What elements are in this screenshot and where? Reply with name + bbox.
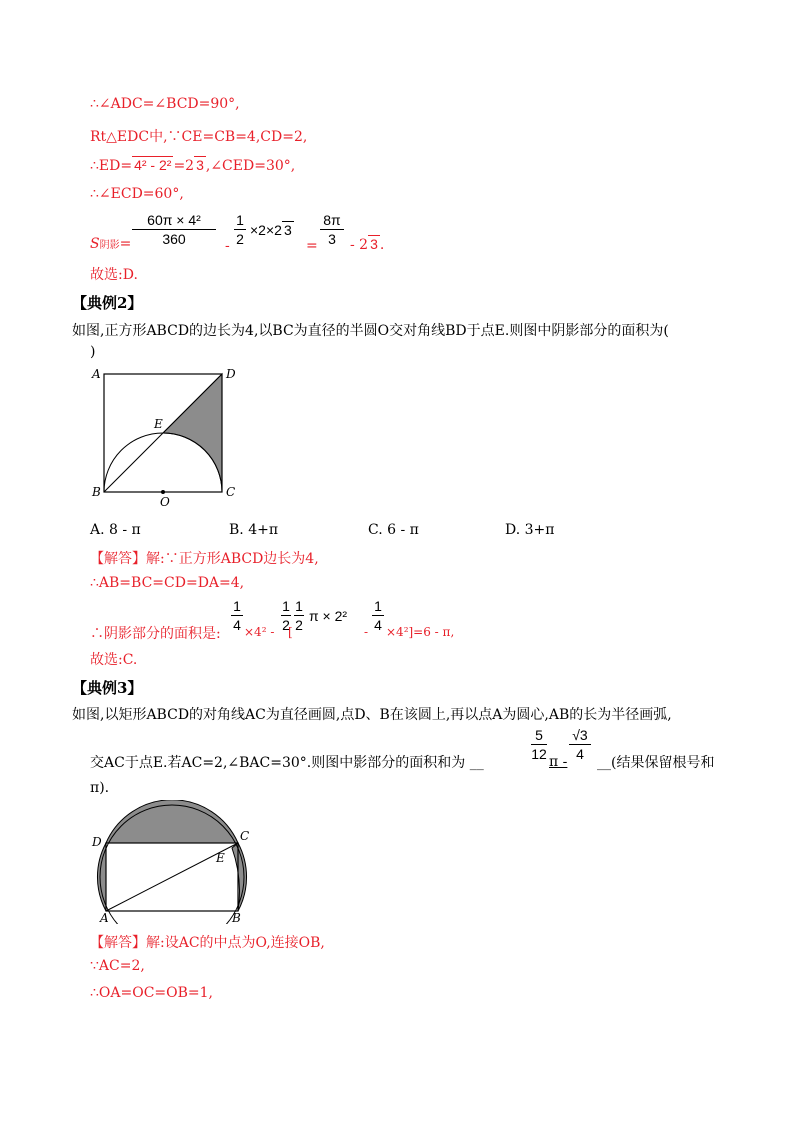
example3-solution-line2: ∵AC=2, (90, 958, 145, 974)
example3-figure (90, 800, 260, 924)
shaded-left-sliver (97, 843, 106, 911)
example2-solution-line2: ∴AB=BC=CD=DA=4, (90, 575, 245, 591)
example3-question-line1: 如图,以矩形ABCD的对角线AC为直径画圆,点D、B在该圆上,再以点A为圆心,AB的长为半径画弧, (72, 707, 672, 723)
e2-frac4 (372, 598, 384, 633)
example2-heading: 【典例2】 (72, 294, 143, 312)
text-eq: =2 (173, 158, 195, 174)
frac1-num: 60π × 4² (147, 212, 201, 228)
center-o (161, 490, 165, 494)
fraction-half (234, 212, 246, 247)
minus-1: - (225, 238, 230, 254)
label-b: B (232, 911, 241, 924)
label-a: A (92, 367, 101, 381)
option-d-label: D. (505, 522, 521, 538)
option-b[interactable] (229, 522, 278, 538)
e2-f1-den: 4 (233, 617, 241, 633)
area-sub: 阴影 (99, 240, 120, 251)
e2-f4-den: 4 (374, 617, 382, 633)
e2-f2-num: 1 (282, 598, 290, 614)
label-e: E (154, 417, 163, 431)
minus-2 (350, 236, 384, 253)
e3-ans-frac2 (569, 727, 591, 762)
e2-f1-num: 1 (233, 598, 241, 614)
e2-part3: - (364, 625, 369, 639)
example2-solution-line3: ∴阴影部分的面积是: (90, 626, 221, 642)
label-e: E (216, 851, 225, 865)
e3-af1-num: 5 (535, 727, 543, 743)
e3-ans-pi: π - (549, 754, 568, 770)
example3-question-line2: 交AC于点E.若AC=2,∠BAC=30°.则图中影部分的面积和为 __ (90, 755, 484, 771)
area-label (90, 236, 131, 252)
minus2-text: - 2 (350, 237, 369, 253)
fraction-sector (132, 212, 216, 247)
example2-solution-line1: 【解答】解:∵正方形ABCD边长为4, (90, 551, 319, 567)
e2-f2-den: 2 (282, 617, 290, 633)
label-c: C (226, 485, 236, 499)
e2-f3-den: 2 (295, 617, 303, 633)
frac3-den: 3 (328, 231, 336, 247)
times-text: ×2×2 (250, 222, 282, 238)
e3-ans-frac1 (531, 727, 547, 762)
shaded-region (163, 374, 222, 492)
e2-frac3 (294, 598, 304, 633)
solution-line-1: ∴∠ADC=∠BCD=90°, (90, 96, 240, 112)
answer-prev: 故选:D. (90, 267, 138, 283)
area-eq: = (119, 236, 132, 252)
frac3-num: 8π (323, 212, 341, 228)
eq-2: = (306, 238, 318, 254)
option-d-text: 3+π (524, 522, 555, 538)
option-a-text: 8 - π (109, 522, 141, 538)
text-angle: ,∠CED=30°, (205, 158, 296, 174)
solution-line-2: Rt△EDC中,∵CE=CB=4,CD=2, (90, 129, 308, 145)
example3-question-line2-post: __(结果保留根号和 (597, 755, 715, 771)
example3-solution-line1: 【解答】解:设AC的中点为O,连接OB, (90, 935, 325, 951)
example2-answer: 故选:C. (90, 652, 138, 668)
example2-question-line2: ) (90, 344, 96, 360)
e3-af2-den: 4 (576, 746, 584, 762)
option-c[interactable] (368, 522, 419, 538)
example2-question-line1: 如图,正方形ABCD的边长为4,以BC为直径的半圆O交对角线BD于点E.则图中阴影部分的面积为( (72, 323, 669, 339)
frac2-den: 2 (236, 231, 244, 247)
e2-part1: ×4² - (244, 625, 275, 639)
option-a-label: A. (90, 522, 105, 538)
text-ed: ∴ED= (90, 158, 133, 174)
option-b-label: B. (229, 522, 244, 538)
e2-f4-num: 1 (374, 598, 382, 614)
period: . (379, 237, 385, 253)
e2-frac1 (231, 598, 243, 633)
solution-line-3 (90, 156, 295, 174)
example2-figure (90, 362, 250, 510)
sqrt-three: 3 (196, 157, 204, 173)
example3-solution-line3: ∴OA=OC=OB=1, (90, 985, 213, 1001)
e2-f3-num: 1 (295, 598, 303, 614)
area-s: S (90, 236, 100, 252)
option-b-text: 4+π (248, 522, 279, 538)
label-o: O (160, 495, 170, 509)
option-a[interactable] (90, 522, 141, 538)
sqrt-3-a: 3 (283, 222, 292, 238)
e2-bracket: [ (288, 625, 293, 639)
fraction-8pi-3 (320, 212, 344, 247)
e2-part4: ×4²]=6 - π, (386, 625, 455, 639)
example3-heading: 【典例3】 (72, 679, 143, 697)
example3-question-line3: π). (90, 780, 110, 796)
sqrt-3-b: 3 (370, 236, 378, 252)
e3-af1-den: 12 (531, 746, 547, 762)
sqrt-expression: 4² - 2² (134, 157, 172, 173)
frac1-den: 360 (162, 231, 186, 247)
e3-af2-num: √3 (572, 727, 588, 743)
times-part (250, 222, 294, 238)
frac2-num: 1 (236, 212, 244, 228)
label-a: A (100, 911, 109, 924)
e2-part2: π × 2² (309, 608, 348, 624)
label-d: D (92, 835, 102, 849)
solution-line-4: ∴∠ECD=60°, (90, 186, 184, 202)
option-c-text: 6 - π (387, 522, 419, 538)
label-b: B (92, 485, 101, 499)
label-c: C (240, 829, 250, 843)
option-c-label: C. (368, 522, 383, 538)
label-d: D (226, 367, 236, 381)
option-d[interactable] (505, 522, 554, 538)
